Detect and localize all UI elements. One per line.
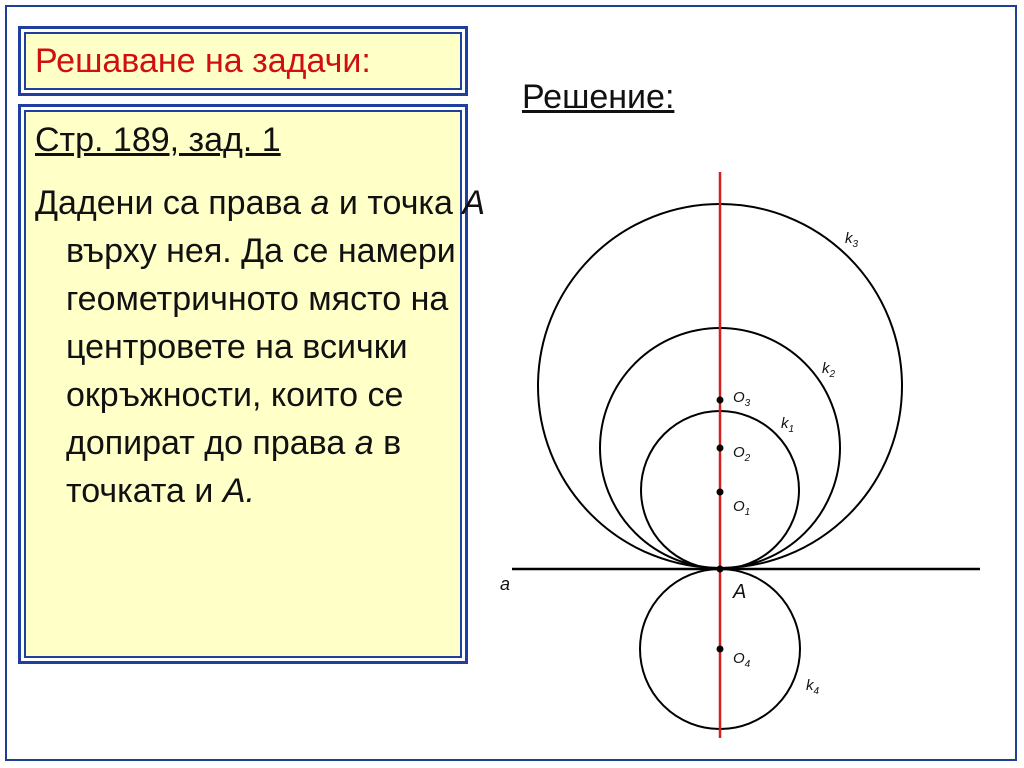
label-k3: $k_3$ xyxy=(845,230,859,250)
solution-title: Решение: xyxy=(522,78,675,116)
slide-title: Решаване на задачи: xyxy=(35,42,371,80)
label-O3: $O_3$ xyxy=(733,389,751,409)
point-O4 xyxy=(717,646,724,653)
point-O2 xyxy=(717,445,724,452)
label-O4: $O_4$ xyxy=(733,650,751,670)
label-point-A: A xyxy=(733,581,747,603)
label-O1: $O_1$ xyxy=(733,498,751,518)
label-line-a: a xyxy=(500,574,511,594)
label-O2: $O_2$ xyxy=(733,444,751,464)
label-k1: $k_1$ xyxy=(781,415,795,435)
point-O3 xyxy=(717,397,724,404)
task-text: Дадени са права а и точка А върху нея. Да се намери геометричното място на центровете на всички окръжности, които се допират до права а в точката и А. xyxy=(35,184,486,510)
point-O1 xyxy=(717,489,724,496)
label-k4: $k_4$ xyxy=(806,677,820,697)
task-reference: Стр. 189, зад. 1 xyxy=(35,121,281,159)
point-A xyxy=(717,566,724,573)
label-k2: $k_2$ xyxy=(822,360,836,380)
